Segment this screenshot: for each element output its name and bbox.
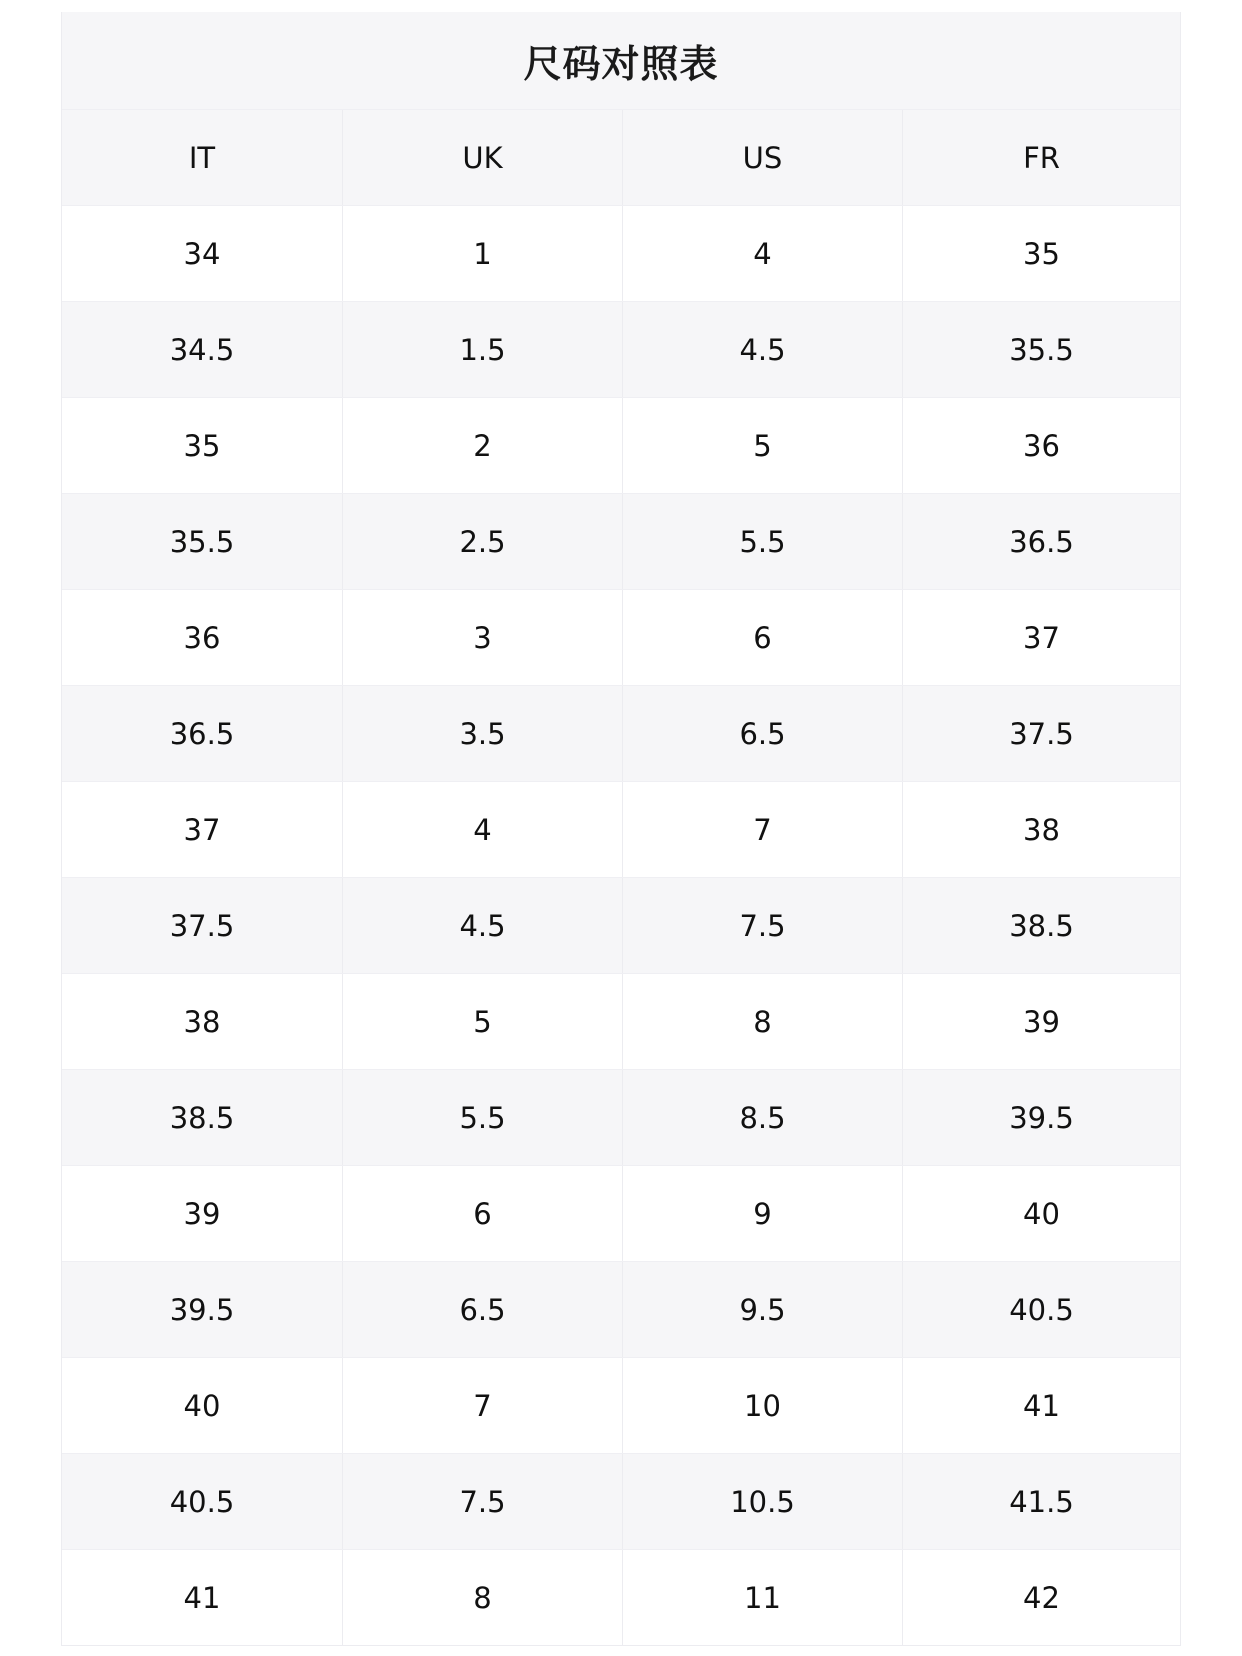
cell-fr: 37 bbox=[902, 590, 1180, 685]
column-header-uk: UK bbox=[342, 110, 622, 205]
cell-it: 37 bbox=[183, 812, 221, 847]
size-chart-table bbox=[61, 12, 1181, 1646]
cell-it: 39.5 bbox=[169, 1292, 235, 1327]
table-row bbox=[62, 1357, 1180, 1453]
table-row bbox=[62, 1453, 1180, 1549]
cell-us: 9 bbox=[622, 1166, 902, 1261]
cell-it: 40.5 bbox=[169, 1484, 235, 1519]
table-row bbox=[62, 877, 1180, 973]
table-title: 尺码对照表 bbox=[62, 12, 1180, 109]
table-row bbox=[62, 1069, 1180, 1165]
table-row bbox=[62, 589, 1180, 685]
column-header-fr: FR bbox=[902, 110, 1180, 205]
cell-uk: 3.5 bbox=[342, 686, 622, 781]
cell-us: 10 bbox=[622, 1358, 902, 1453]
cell-fr: 39 bbox=[902, 974, 1180, 1069]
cell-fr: 41.5 bbox=[902, 1454, 1180, 1549]
cell-it: 34 bbox=[183, 236, 221, 271]
header-row bbox=[62, 109, 1180, 205]
cell-fr: 36 bbox=[902, 398, 1180, 493]
column-header-us: US bbox=[622, 110, 902, 205]
table-row bbox=[62, 1261, 1180, 1357]
table-row bbox=[62, 493, 1180, 589]
cell-fr: 40 bbox=[902, 1166, 1180, 1261]
cell-uk: 6 bbox=[342, 1166, 622, 1261]
cell-fr: 36.5 bbox=[902, 494, 1180, 589]
cell-it: 36.5 bbox=[169, 716, 235, 751]
cell-us: 6 bbox=[622, 590, 902, 685]
cell-us: 4.5 bbox=[622, 302, 902, 397]
cell-us: 5 bbox=[622, 398, 902, 493]
cell-it: 38 bbox=[183, 1004, 221, 1039]
cell-it: 35.5 bbox=[169, 524, 235, 559]
table-row bbox=[62, 973, 1180, 1069]
cell-fr: 42 bbox=[902, 1550, 1180, 1645]
cell-fr: 39.5 bbox=[902, 1070, 1180, 1165]
cell-it: 37.5 bbox=[169, 908, 235, 943]
cell-uk: 4 bbox=[342, 782, 622, 877]
cell-it: 35 bbox=[183, 428, 221, 463]
cell-us: 10.5 bbox=[622, 1454, 902, 1549]
cell-it: 36 bbox=[183, 620, 221, 655]
cell-uk: 3 bbox=[342, 590, 622, 685]
cell-us: 7 bbox=[622, 782, 902, 877]
cell-uk: 1 bbox=[342, 206, 622, 301]
cell-fr: 35.5 bbox=[902, 302, 1180, 397]
cell-us: 5.5 bbox=[622, 494, 902, 589]
cell-uk: 5 bbox=[342, 974, 622, 1069]
cell-fr: 35 bbox=[902, 206, 1180, 301]
cell-it: 34.5 bbox=[169, 332, 235, 367]
table-row bbox=[62, 1165, 1180, 1261]
cell-fr: 38.5 bbox=[902, 878, 1180, 973]
cell-us: 8.5 bbox=[622, 1070, 902, 1165]
table-row bbox=[62, 1549, 1180, 1645]
cell-uk: 1.5 bbox=[342, 302, 622, 397]
cell-us: 7.5 bbox=[622, 878, 902, 973]
cell-it: 39 bbox=[183, 1196, 221, 1231]
cell-uk: 6.5 bbox=[342, 1262, 622, 1357]
cell-it: 38.5 bbox=[169, 1100, 235, 1135]
table-row bbox=[62, 397, 1180, 493]
cell-fr: 37.5 bbox=[902, 686, 1180, 781]
cell-us: 6.5 bbox=[622, 686, 902, 781]
cell-uk: 2.5 bbox=[342, 494, 622, 589]
cell-fr: 41 bbox=[902, 1358, 1180, 1453]
table-row bbox=[62, 685, 1180, 781]
table-row bbox=[62, 205, 1180, 301]
cell-uk: 5.5 bbox=[342, 1070, 622, 1165]
cell-uk: 7 bbox=[342, 1358, 622, 1453]
cell-fr: 40.5 bbox=[902, 1262, 1180, 1357]
column-header-it: IT bbox=[188, 140, 216, 175]
cell-us: 11 bbox=[622, 1550, 902, 1645]
cell-us: 9.5 bbox=[622, 1262, 902, 1357]
cell-uk: 7.5 bbox=[342, 1454, 622, 1549]
cell-it: 40 bbox=[183, 1388, 221, 1423]
cell-us: 4 bbox=[622, 206, 902, 301]
cell-uk: 8 bbox=[342, 1550, 622, 1645]
cell-us: 8 bbox=[622, 974, 902, 1069]
cell-it: 41 bbox=[183, 1580, 221, 1615]
table-row bbox=[62, 301, 1180, 397]
cell-uk: 4.5 bbox=[342, 878, 622, 973]
table-row bbox=[62, 781, 1180, 877]
cell-fr: 38 bbox=[902, 782, 1180, 877]
cell-uk: 2 bbox=[342, 398, 622, 493]
